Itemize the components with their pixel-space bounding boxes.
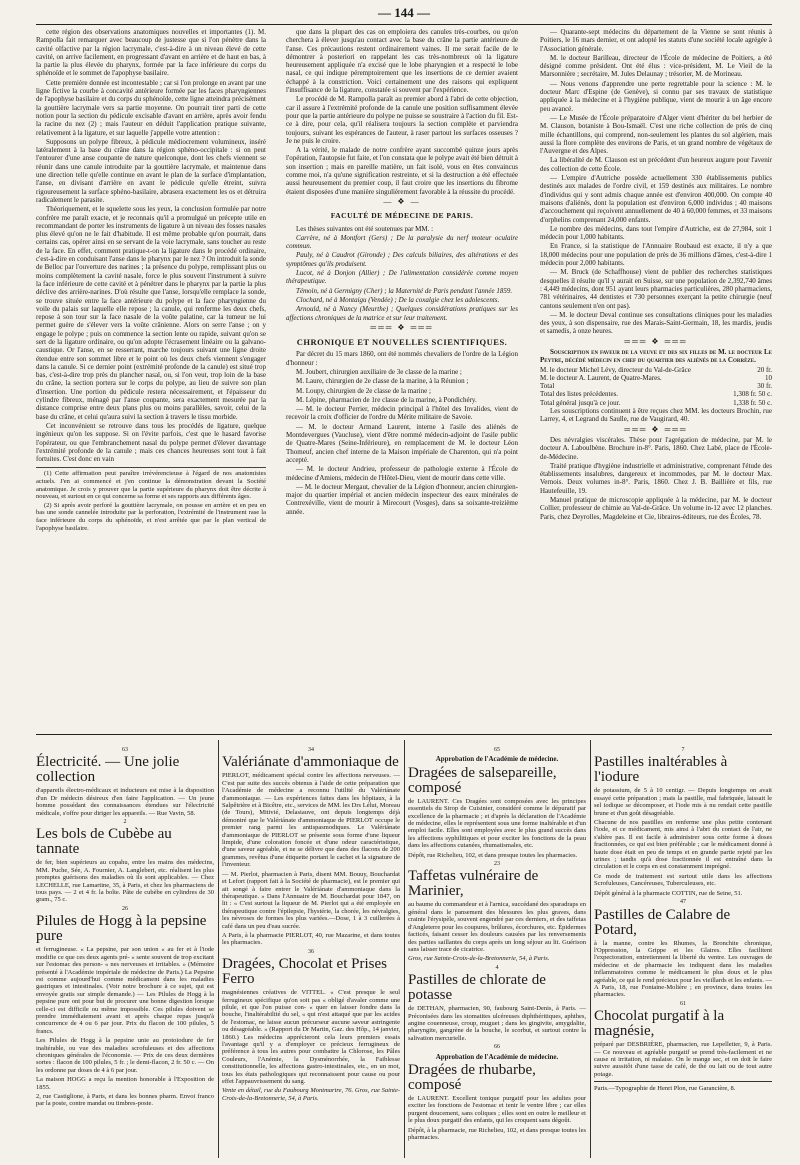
paragraph: cette région des observations anatomiques nouvelles et importantes (1). M. Rampolla fait remarquer avec beaucoup de justesse que si l'on pénètre dans la cavité olfactive par la région lacrymale, c'est-à-dire à un niveau élevé de cette cavité, on arrive facilement, en progressant d'avant en arrière et de haut en bas, à la partie la plus élevée du pharynx, formée par la face inférieure du corps du sphénoïde et le sommet de l'apophyse basilaire. (36, 28, 266, 78)
advertisement-column-1 (36, 746, 214, 1158)
page-number: — 144 — (378, 5, 430, 20)
section-heading-chronique: CHRONIQUE ET NOUVELLES SCIENTIFIQUES. (296, 337, 508, 348)
ad-title: Dragées, Chocolat et Prises Ferro (222, 956, 387, 988)
table-cell: Total (540, 382, 555, 391)
column-rule (218, 740, 219, 1158)
ad-number: 23 (494, 861, 500, 868)
paragraph: Cet inconvénient se retrouve dans tous les procédés de ligature, quelque ingénieux qu'on les suppose. Si on l'évite parfois, c'est que le hasard favorise l'opérateur, ou que l'embranchement nasal du polype permet d'élever davantage l'extrémité profonde de la canule ; mais ces chances heureuses sont tout à fait fortuites. C'est donc en vain (36, 421, 266, 464)
ad-body: Gros, rue Sainte-Croix-de-la-Bretonnerie, 54, à Paris. (408, 955, 550, 963)
ad-number: 7 (681, 747, 685, 753)
paragraph: M. Laure, chirurgien de 2e classe de la marine, à la Réunion ; (296, 377, 469, 386)
column-rule (590, 740, 591, 1158)
ad-title: Les bols de Cubèbe au tannate (36, 826, 172, 858)
ad-body: 2, rue Castiglione, à Paris, et dans les bonnes pharm. Envoi franco par la poste, contre mandat ou timbres-poste. (36, 1093, 214, 1108)
ornament-divider: ═══ ❖ ═══ (624, 336, 688, 346)
ad-body: Dépôt, à la pharmacie, rue Richelieu, 102, et dans presque toutes les pharmacies. (408, 1126, 586, 1141)
table-cell-amount: 1,338 fr. 50 c. (733, 398, 772, 407)
footnotes (36, 467, 266, 532)
paragraph: — M. le docteur Deval continue ses consultations cliniques pour les maladies des yeux, à son dispensaire, rue des Marais-Saint-Germain, 18, les mardis, jeudis et samedis, à onze heures. (540, 310, 772, 336)
ad-title: Dragées de rhubarbe, composé (408, 1061, 536, 1093)
ad-body: La maison HOGG a reçu la mention honorable à l'Exposition de 1855. (36, 1076, 214, 1091)
ad-title: Électricité. — Une jolie collection (36, 754, 180, 786)
ad-body: A Paris, à la pharmacie PIERLOT, 40, rue Mazarine, et dans toutes les pharmacies. (222, 931, 400, 947)
advertisement-column-2 (222, 746, 400, 1158)
paragraph: M. Lépine, pharmacien de 1re classe de la marine, à Pondichéry. (296, 395, 477, 404)
ad-title: Pastilles inaltérables à l'iodure (594, 754, 728, 786)
advertisement-column-4 (594, 746, 772, 1158)
ad-body: au baume du commandeur et à l'arnica, succédané des sparadraps en général dans le pansement des blessures les plus graves, dans crainte l'érysipèle, souvent engendré par ces derniers, et des taffetas d'Angleterre pour les coupures, brûlures, écorchures, etc. Épidermes facticés, faisant cesser les douleurs causées par les renversements des parties saillantes du corps après un long séjour au lit. Guérison sans laisser trace de cicatrice. (408, 901, 586, 953)
ad-number: 34 (308, 747, 314, 753)
section-heading-faculte: FACULTÉ DE MÉDECINE DE PARIS. (330, 211, 474, 221)
thesis-item: Carrère, né à Montfort (Gers) ; De la paralysie du nerf moteur oculaire commun. (286, 233, 518, 251)
table-cell-amount: 20 fr. (757, 365, 772, 374)
book-notice: Traité pratique d'hygiène industrielle et administrative, comprenant l'étude des établissements insalubres, dangereux et incommodes, par M. le docteur Max. Vernois. Deux volumes in-8°. Paris, 1860. Chez J. B. Baillière et fils, rue Hautefeuille, 19. (540, 461, 772, 495)
ad-body: de fer, bien supérieurs au copahu, entre les mains des médecins, MM. Puche, Sée, A. Fournier, A. Langlebert, etc. réalisent les plus promptes guérisons des maladies où ils sont applicables. — Chez LECHELLE, rue Lamartine, 35, à Paris, et chez les pharmaciens de tous pays. — 2 et 4 fr. la boîte. Pâte de cubèbe en cylindres de 30 gram., 75 c. (36, 859, 214, 904)
paragraph: M. le docteur Barilleau, directeur de l'École de médecine de Poitiers, a été désigné comme président. Ont été élus : vice-président, M. Le Vieil de la Marsonnière ; secrétaire, M. Jules Delaunay ; trésorier, M. de Morineau. (540, 53, 772, 79)
ad-body: et ferrugineuse. « La pepsine, par son union « au fer et à l'iode modifie ce que ces deux agents pré- « sente souvent de trop excitant sur l'estomac des person- « nes nerveuses et irritables. » (Mémoire présenté à l'Académie impériale de médecine de Paris.) La Pepsine est comme aujourd'hui comme médicament dans les maladies gastriques et intestinales. (Voir notre brochure à ce sujet, qui est envoyée gratis sur simple demande.) — Les Pilules de Hogg à la pepsine pure ont pour but de procurer une bonne digestion lorsque celle-ci est difficile ou même impossible. Ces pilules doivent se prendre immédiatement avant et après chaque repas jusqu'à concurrence de 4 ou 6 par jour. Prix du flacon de 100 pilules, 5 francs. (36, 946, 214, 1035)
table-cell-amount: 30 fr. (757, 382, 772, 391)
ad-approbation: Approbation de l'Académie de médecine. (435, 755, 559, 764)
table-cell-amount: 10 (765, 373, 772, 382)
ad-number: 26 (122, 905, 128, 912)
paragraph: M. Loupy, chirurgien de 2e classe de la marine ; (296, 386, 431, 395)
paragraph: Cette première donnée est incontestable ; car si l'on prolonge en avant par une ligne fictive la courbe à concavité antérieure formée par les faces pharyngiennes de l'apophyse basilaire et du corps du sphénoïde, cette ligne atteindra précisément la gouttière lacrymale vers sa partie moyenne. On pourrait tirer parti de cette notion pour la section du pédicule excisable d'avant en arrière, après avoir fendu la racine du nez (2) ; mais l'auteur en déduit l'application pratique suivante, relativement à la ligature, et sur laquelle j'appelle votre attention : (36, 78, 266, 137)
paragraph: Les thèses suivantes ont été soutenues par MM. : (296, 224, 434, 233)
ad-body: Vente en détail, rue du Faubourg Montmartre, 76. Gros, rue Sainte-Croix-de-la-Bretonnerie, 54, à Paris. (222, 1087, 400, 1102)
paragraph: Les souscriptions continuent à être reçues chez MM. les docteurs Brochin, rue Larrey, 4, et Legrand du Saulle, rue de Vaugirard, 40. (540, 407, 772, 424)
subscription-heading: Souscription en faveur de la veuve et des six filles de M. le docteur Le Peytre, décédé médecin en chef du quartier des aliénés de la Corrèze. (540, 347, 772, 365)
table-row (540, 390, 772, 398)
thesis-item: Arnould, né à Nancy (Meurthe) ; Quelques considérations pratiques sur les affections chroniques de la matrice et sur leur traitement. (286, 305, 518, 322)
thesis-item: Lucot, né à Donjon (Allier) ; De l'alimentation considérée comme moyen thérapeutique. (286, 269, 518, 286)
paragraph: — M. le docteur Perrier, médecin principal à l'hôtel des Invalides, vient de recevoir la croix d'officier de l'ordre du Mérite militaire de Savoie. (286, 405, 518, 422)
ad-approbation: Approbation de l'Académie de médecine. (435, 1052, 559, 1061)
ornament-divider: ═══ ❖ ═══ (624, 424, 688, 434)
ad-number: 2 (123, 819, 127, 826)
ad-body: Les Pilules de Hogg à la pepsine unie au protoiodure de fer inaltérable, ou vue des maladies scrofuleuses et des affections chroniques générales de l'économie. — Prix de ces deux dernières sortes : flacon de 100 pilules, 5 fr. ; le demi-flacon, 2 fr. 50 c. — On les ordonne par doses de 4 à 6 par jour. (36, 1037, 214, 1074)
ad-body: de potassium, de 5 à 10 centigr. — Depuis longtemps on avait essayé cette préparation ; mais la pastille, mal fabriquée, laissait le sel iodique se décomposer, et l'iode mis à nu rendait cette pastille brune et d'un goût désagréable. (594, 787, 772, 817)
table-cell: M. le docteur Michel Lévy, directeur du Val-de-Grâce (540, 365, 691, 374)
ad-number: 66 (494, 1044, 500, 1051)
ad-number: 65 (494, 747, 500, 753)
ad-body: Dépôt, rue Richelieu, 102, et dans presque toutes les pharmacies. (408, 851, 578, 859)
table-cell: Total général jusqu'à ce jour. (540, 398, 621, 407)
paragraph: Le procédé de M. Rampolla paraît au premier abord à l'abri de cette objection, car il assure à l'extrémité profonde de la canule une position suffisamment élevée pour que la partie antérieure du polype ne puisse se soustraire à l'action du fil. Est-ce à dire, pour cela, qu'il réalisera toujours la section complète et parviendra toujours, suivant les espérances de l'auteur, à raser partout les surfaces osseuses ? Je ne puis le croire. (286, 95, 518, 145)
table-cell-amount: 1,308 fr. 50 c. (733, 390, 772, 399)
ad-body: à la manne, contre les Rhumes, la Bronchite chronique, l'Oppression, la Grippe et les Glaires. Elles facilitent l'expectoration, entretiennent la liberté du ventre. Les ouvrages de médecine et de pharmacie les indiquent dans les maladies inflammatoires comme le médicament le plus doux et le plus agréable, ce qui le rend précieux pour les vieillards et les enfants. — A Paris, 18, rue Fontaine-Molière ; en province, dans toutes les pharmacies. (594, 939, 772, 999)
paragraph: Par décret du 15 mars 1860, ont été nommés chevaliers de l'ordre de la Légion d'honneur : (286, 350, 518, 367)
thesis-item: Pauly, né à Caudrot (Gironde) ; Des calculs biliaires, des altérations et des symptômes qu'ils produisent. (286, 251, 518, 268)
paragraph: — M. le docteur Mergaut, chevalier de la Légion d'honneur, ancien chirurgien-major du quartier impérial et ancien médecin inspecteur des eaux minérales de Contrexéville, vient de mourir à Mirecourt (Vosges), dans sa soixante-treizième année. (286, 482, 518, 516)
advertisement-divider (36, 734, 772, 735)
page-header (36, 4, 772, 25)
footnote: (1) Cette affirmation peut paraître irrévérencieuse à l'égard de nos anatomistes actuels. J'en ai commencé et j'en continue la démonstration devant la Société anatomique. Je crois y prouver que la partie supérieure du pharynx doit être décrite à nouveau, et surtout en ce qui concerne sa forme et ses rapports aux différents âges. (36, 470, 266, 501)
ad-body: d'appareils électro-médicaux et inducteurs est mise à la disposition d'un Dr médecin désireux d'en faire l'application. — Un jeune homme possédant des connaissances étendues sur l'électricité médicale, s'offre pour diriger les appareils. — Rue Vavin, 58. (36, 787, 214, 817)
table-row (540, 366, 772, 374)
ad-body: Dépôt général à la pharmacie COTTIN, rue de Seine, 51. (594, 889, 743, 897)
paragraph: Le nombre des médecins, dans tout l'empire d'Autriche, est de 27,984, soit 1 médecin pour 1,000 habitants. (540, 224, 772, 242)
divider (594, 1081, 772, 1082)
table-row (540, 382, 772, 390)
ad-title: Taffetas vulnéraire de Marinier, (408, 868, 539, 900)
ad-title: Dragées de salsepareille, composé (408, 764, 557, 796)
table-row (540, 399, 772, 407)
paragraph: La libéralité de M. Clauson est un précédent d'un heureux augure pour l'avenir des collection de cette École. (540, 156, 772, 173)
ad-number: 4 (495, 964, 499, 971)
ad-number: 61 (680, 1000, 686, 1007)
paragraph: M. Joubert, chirurgien auxiliaire de 3e classe de la marine ; (296, 367, 462, 376)
paragraph: — Quarante-sept médecins du département de la Vienne se sont réunis à Poitiers, le 16 mars dernier, et ont adopté les statuts d'une société locale agrégée à l'Association générale. (540, 28, 772, 53)
table-row (540, 374, 772, 382)
paragraph: En France, si la statistique de l'Annuaire Roubaud est exacte, il n'y a que 18,000 médecins pour une population de près de 36 millions d'âmes, c'est-à-dire 1 médecin pour 2,000 habitants. (540, 242, 772, 268)
paragraph: que dans la plupart des cas on emploiera des canules très-courbes, ou qu'on cherchera à élever jusqu'au contact avec la base du crâne la partie antérieure de l'anse. Ces précautions restent ordinairement vaines. Il me serait facile de le démontrer à posteriori en rappelant les cas très-nombreux où la ligature heureusement appliquée n'a excisé que le lobe pharyngien et a respecté le lobe nasal, ce qui indique péremptoirement que les insertions de ce dernier avaient échappé à la constriction. Voici certainement une des raisons qui expliquent l'insuffisance de la ligature, constatée si souvent par l'expérience. (286, 28, 518, 95)
article-column-1 (36, 28, 266, 733)
ad-body: préparé par DESBRIÈRE, pharmacien, rue Lepelletier, 9, à Paris. — Ce nouveau et agréable purgatif se prend très-facilement et ne cause ni irritation, ni malaise. On le mange sec, et on doit le faire suivre aussitôt d'une tasse de café, de thé ou lait ou de tout autre potage. (594, 1041, 772, 1078)
article-column-3 (540, 28, 772, 728)
ad-title: Valériánate d'ammoniaque de (222, 754, 399, 771)
ad-body: magnésiennes créatives de VITTEL. « C'est presque le seul ferrugineux spécifique qu'on soit pas « obligé d'avaler comme une pilule, et que l'on puisse con- « quer en laisser fondre dans la bouche, l'inaltérabilité du sel, « qui n'est attaqué que par les acides de l'estomac, ne laisse aucun précurseur aucune saveur astringente ou désagréable. » (Rapport du Dr Martin, Gaz. des Hôp., 14 janvier, 1860.) Les médecins apprécieront cela leurs premiers essais l'avantage qu'il y a d'employer ce précieux ferrugineux de préférence à tous les autres pour combattre la Chlorose, les Pâles Couleurs, l'Anémie, la Dysménorrhée, la Faiblesse constitutionnelle, les affections gastro-intestinales, etc., en un mot, tous les états pathologiques qui reconnaissent pour cause ou pour effet l'appauvrissement du sang. (222, 989, 400, 1086)
subscription-table (540, 366, 772, 407)
table-cell: M. le docteur A. Laurent, de Quatre-Mares. (540, 373, 662, 382)
ad-body: Chacune de nos pastilles en renferme une plus petite contenant l'iode, et ce médicament, mis ainsi à l'abri du contact de l'air, ne s'altère pas. Il est facile à administrer sous cette forme à doses fractionnées, ce qui est bien préférable ; car le médicament donné à haute dose était en peu de temps et en grande partie rejeté par les urines ; tandis qu'à dose fractionnée il est entraîné dans la circulation et le corps en est constamment imprégné. (594, 819, 772, 871)
ad-title: Chocolat purgatif à la magnésie, (594, 1008, 725, 1040)
thesis-item: Clochard, né à Montaigu (Vendée) ; De la coxalgie chez les adolescents. (296, 295, 500, 304)
ornament-divider: ═══ ❖ ═══ (370, 322, 434, 332)
book-notice: Des névralgies viscérales. Thèse pour l'agrégation de médecine, par M. le docteur A. Laboulbène. Brochure in-8°. Paris, 1860. Chez Labé, place de l'École-de-Médecine. (540, 435, 772, 461)
book-notice: Manuel pratique de microscopie appliquée à la médecine, par M. le docteur Collier, professeur de chimie au Val-de-Grâce. Un volume in-12 avec 12 planches. Paris, chez Deyrolles, Magdeleine et Cie, libraires-éditeurs, rue des Écoles, 78. (540, 496, 772, 521)
ad-title: Pilules de Hogg à la pepsine pure (36, 913, 207, 945)
ad-number: 36 (308, 948, 314, 955)
paragraph: — L'empire d'Autriche possède actuellement 330 établissements publics destinés aux malades de l'ordre civil, et 159 destinés aux militaires. Le nombre d'individus qui y sont admis chaque année est d'environ 400,000. On compte 40 maisons d'aliénés, dont la population est d'environ 6,000 individus ; 40 maisons d'accouchement qui reçoivent annuellement de 40 à 60,000 femmes, et 33 maisons d'orphelins comprenant 24,000 enfants. (540, 174, 772, 224)
ad-body: — M. Pierlot, pharmacien à Paris, disent MM. Bouuy, Bouchardat et Lefort (rapport fait à la Société de pharmacie), est le premier qui ait songé à faire entrer le Valériánate d'ammoniaque dans la thérapeutique. » Dans l'Annuaire de M. Bouchardat pour 1847, on lit : « C'est surtout la liqueur de M. Pierlot qui a été employée en thérapeutique contre l'épilepsie, l'hystérie, la chorée, les névralgies, les névroses de formes les plus variées.—Dose, 1 à 3 cuillerées à café dans un peu d'eau sucrée. (222, 870, 400, 930)
ornament-divider: — ❖ — (383, 196, 421, 206)
table-cell: Total des listes précédentes. (540, 390, 619, 399)
footnote: (2) Si après avoir perforé la gouttière lacrymale, on pousse en arrière et en peu en bas une sonde cannelée introduite par la perforation, l'extrémité de l'instrument rase la face inférieure du corps du sphénoïde, et n'est arrêtée que par le plan vertical de l'apophyse basilaire. (36, 501, 266, 532)
ad-body: de LAURENT. Excellent tonique purgatif pour les adultes pour exciter les fonctions de l'estomac et tenir le ventre libre ; car elles purgent doucement, sans coliques ; elles sont en outre le meilleur et le plus doux purgatif des enfants, qui les croquent sans dégoût. (408, 1094, 586, 1125)
paragraph: — Le Musée de l'École préparatoire d'Alger vient d'hériter du bel herbier de M. Clauson, botaniste à Bou-Ismaël. C'est une riche collection de près de cinq mille échantillons, qui comprend, non-seulement les plantes du sol algérien, mais aussi la flore complète des environs de Paris, et un grand nombre de végétaux de l'Auvergne et des Alpes. (540, 113, 772, 156)
paragraph: Supposons un polype fibreux, à pédicule médiocrement volumineux, inséré latéralement à la base du crâne dans la région sphéno-occipitale : si on peut l'entourer d'une anse coupante de nature quelconque, dont les chefs viennent se réunir dans une canule introduite par la gouttière lacrymale, et maintenue dans une direction telle qu'elle continue en avant le plan de la surface d'implantation, l'anse, en divisant d'arrière en avant le pédicule qu'elle étreint, suivra rigoureusement la surface sphéno-basilaire, abrasera exactement les os et détruira radicalement le parasite. (36, 137, 266, 204)
paragraph: A la vérité, le malade de notre confrère ayant succombé quinze jours après l'opération, l'autopsie fut faite, et l'on constata que le polype avait été bien détruit à son insertion ; mais en pareille matière, un fait isolé, vous en êtes convaincus comme moi, n'a qu'une signification restreinte, et si la destruction a été effectuée aussi heureusement du premier coup, il faut croire que les insertions du fibrome étaient disposées d'une manière singulièrement favorable à la réussite du procédé. (286, 146, 518, 196)
paragraph: Théoriquement, et le squelette sous les yeux, la conclusion formulée par notre confrère me paraît exacte, et je reconnais qu'il a promulgué un précepte utile en recommandant de porter les instruments de ligature à un niveau des fosses nasales plus élevé qu'on ne le fait d'habitude. Il est même probable qu'on pourrait, dans certains cas, opérer ainsi en se servant de la voie lacrymale, sans toucher au reste de la face. En effet, comment pratique-t-on la ligature dans le procédé ordinaire, c'est-à-dire en conduisant l'anse dans le pharynx par le nez ? On introduit la sonde de Belloc par l'ouverture des narines ; la présence du polype, remplissant plus ou moins complètement la cavité nasale, force le plus souvent l'instrument à suivre la face inférieure de cette cavité et à pénétrer dans le pharynx par la partie la plus déclive des arrière-narines. D'où résulte que l'anse, lorsqu'elle remplace la sonde, se trouve située entre la face antérieure du polype et la face pharyngienne du voile du palais sur laquelle elle repose ; la canule, qui renferme les deux chefs, repose à son tour sur la face nasale de la voûte palatine, car la tumeur ne lui permet guère de s'élever vers la voûte crânienne. Alors on serre l'anse ; on y engage le polype ; puis on commence la section lente ou rapide, suivant qu'on se sert de la ligature ordinaire, ou qu'on adopte l'écrasement linéaire ou la galvano-caustique. Or l'anse, en se resserrant, marche toujours suivant une ligne droite étendue entre son sommet libre et le point où les deux chefs viennent s'engager dans la canule. Si ce dernier point (extrémité profonde de la canule) est situé trop bas, c'est-à-dire trop près du plancher nasal, ou, si l'on veut, trop loin de la base du crâne, la section portera sur le corps du polype, au lieu de suivre son plan d'insertion. Une portion du pédicule restera nécessairement, et l'épaisseur du cylindre fibreux, ménagé par l'anse coupante, sera exactement mesurée par la distance comprise entre deux plans plus ou moins parallèles, savoir, celui de la base du crâne, et celui qu'aura suivi la section à travers le tissu morbide. (36, 205, 266, 421)
paragraph: — M. le docteur Andrieu, professeur de pathologie externe à l'École de médecine d'Amiens, médecin de l'Hôtel-Dieu, vient de mourir dans cette ville. (286, 465, 518, 482)
paragraph: — M. le docteur Armand Laurent, interne à l'asile des aliénés de Montdevergues (Vaucluse), vient d'être nommé médecin-adjoint de l'asile public de Quatre-Mares (Seine-Inférieure), en remplacement de M. le docteur Léon Thomeuf, ancien chef interne de la Maison impériale de Charenton, qui n'a point accepté. (286, 422, 518, 464)
ad-body: PIERLOT, médicament spécial contre les affections nerveuses. — C'est par suite des succès obtenus à l'aide de cette préparation que l'Académie de médecine a reconnu l'utilité du Valériánate d'ammoniaque. — Les expériences faites dans les hôpitaux, à la Salpêtrière et à Bicêtre, etc., services de MM. les Drs Lélut, Moreau (de Tours), Mitivié, Delasiauve, ont depuis longtemps déjà démontré que le Valériánate d'ammoniaque de PIERLOT occupe le premier rang parmi les antispasmodiques. Le Valériánate d'ammoniaque de PIERLOT se présente sous forme d'une liqueur limpide, d'une coloration foncée et d'une odeur caractéristique, d'une saveur agréable, et ne se délivre que dans des flacons de 200 grammes, revêtus d'une étiquette portant le cachet et la signature de l'inventeur. (222, 772, 400, 869)
imprint: Paris.—Typographie de Henri Plon, rue Garancière, 8. (594, 1085, 736, 1093)
ad-title: Pastilles de Calabre de Potard, (594, 906, 731, 938)
ad-body: de DETHAN, pharmacien, 90, faubourg Saint-Denis, à Paris. — Préconisées dans les stomatites ulcéreuses diphthéritiques, aphthes, angine couenneuse, croup, muguet ; dans les gingivite, amygdalite, pharyngite, gangrène de la bouche, le scorbut, et surtout contre la salivation mercurielle. (408, 1005, 586, 1042)
paragraph: — Nous venons d'apprendre une perte regrettable pour la science : M. le docteur Marc d'Espine (de Genève), si connu par ses travaux de statistique appliquée à la médecine et à l'hygiène publique, vient de mourir à un âge encore peu avancé. (540, 79, 772, 113)
article-column-2 (286, 28, 518, 728)
advertisement-column-3 (408, 746, 586, 1158)
thesis-item: Témoin, né à Germigny (Cher) ; la Maternité de Paris pendant l'année 1859. (296, 286, 513, 295)
ad-body: de LAURENT. Ces Dragées sont composées avec les principes essentiels du Sirop de Cuisinier, considéré comme le dépuratif par excellence de la pharmacie ; et d'après la déclaration de l'Académie de médecine, elles le représentent sous une forme inaltérable et d'un emploi facile. Elles sont employées avec le plus grand succès dans les affections syphilitiques et pour exciter les fonctions de la peau dans les affections cutanées, rhumatismales, etc. (408, 797, 586, 850)
ad-title: Pastilles de chlorate de potasse (408, 972, 546, 1004)
ad-body: Ce mode de traitement est surtout utile dans les affections Scrofuleuses, Cancéreuses, Tuberculeuses, etc. (594, 872, 772, 888)
ad-number: 63 (122, 747, 128, 753)
column-rule (404, 740, 405, 1158)
paragraph: — M. Bruck (de Schaffhouse) vient de publier des recherches statistiques desquelles il résulte qu'il y aurait en Suisse, sur une population de 2,392,740 âmes : 4,449 médecins, dont 951 ayant leurs pharmacies particulières, 280 pharmaciens, 781 vétérinaires, 44 dentistes et 730 personnes exerçant la petite chirurgie (neuf cantons seulement n'en ont pas). (540, 268, 772, 310)
ad-number: 47 (680, 899, 686, 906)
